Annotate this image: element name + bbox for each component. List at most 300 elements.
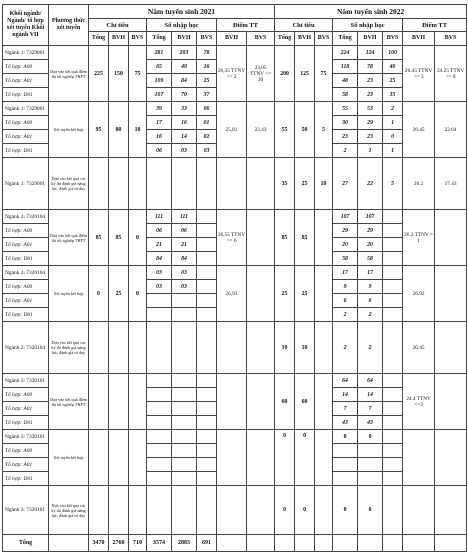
value-cell [315, 266, 333, 322]
value-cell: 58 [333, 252, 358, 266]
value-cell: 2 [358, 322, 383, 374]
value-cell: 7 [358, 402, 383, 416]
value-cell [315, 210, 333, 266]
value-cell: 200 [275, 46, 295, 102]
value-cell: 60 [295, 374, 315, 430]
value-cell [172, 430, 197, 444]
value-cell: 30 [333, 116, 358, 130]
score-cell: 17.43 [435, 158, 467, 210]
to-hop-cell: Tổ hợp: A01 [3, 238, 49, 252]
value-cell: 02 [197, 130, 217, 144]
score-cell [435, 374, 467, 430]
score-cell [247, 486, 275, 535]
value-cell: 150 [109, 46, 129, 102]
value-cell [275, 535, 295, 552]
to-hop-cell: Tổ hợp: D01 [3, 472, 49, 486]
value-cell [383, 266, 403, 280]
score-cell [247, 322, 275, 374]
value-cell [147, 158, 172, 210]
value-cell: 80 [109, 102, 129, 158]
value-cell: 27 [333, 158, 358, 210]
value-cell: 0 [295, 486, 315, 535]
value-cell [197, 374, 217, 388]
table-row [3, 102, 467, 116]
value-cell [247, 535, 275, 552]
nganh-cell: Ngành 2: 7320104 [3, 322, 49, 374]
value-cell [147, 402, 172, 416]
score-cell [217, 322, 247, 374]
value-cell: 0 [295, 430, 315, 486]
value-cell [109, 322, 129, 374]
value-cell: 107 [333, 210, 358, 224]
nganh-cell: Ngành 1: 7329001 [3, 158, 49, 210]
subheader: BVH [358, 32, 383, 46]
to-hop-cell: Tổ hợp: D01 [3, 144, 49, 158]
value-cell: 17 [147, 116, 172, 130]
value-cell: 1 [383, 144, 403, 158]
score-cell [403, 430, 435, 486]
value-cell [383, 430, 403, 444]
value-cell: 16 [197, 60, 217, 74]
value-cell [197, 280, 217, 294]
score-cell: 22,43 [247, 102, 275, 158]
header-chi-tieu-2022: Chỉ tiêu [275, 19, 333, 32]
value-cell [383, 238, 403, 252]
value-cell: 10 [315, 158, 333, 210]
to-hop-cell: Tổ hợp: D01 [3, 416, 49, 430]
value-cell: 85 [295, 210, 315, 266]
score-cell [247, 210, 275, 266]
value-cell: 43 [358, 416, 383, 430]
value-cell [295, 535, 315, 552]
value-cell [129, 486, 147, 535]
value-cell [358, 458, 383, 472]
subheader: Tổng [275, 32, 295, 46]
value-cell: 0 [89, 266, 109, 322]
value-cell: 109 [147, 74, 172, 88]
value-cell: 06 [147, 144, 172, 158]
value-cell: 16 [172, 116, 197, 130]
value-cell [172, 402, 197, 416]
header-year-2021: Năm tuyển sinh 2021 [89, 5, 275, 19]
value-cell [197, 210, 217, 224]
value-cell [383, 252, 403, 266]
value-cell: 39 [147, 102, 172, 116]
score-cell: 26.2 TTNV = 1 [403, 210, 435, 266]
value-cell [172, 486, 197, 535]
value-cell [217, 535, 247, 552]
value-cell [383, 444, 403, 458]
value-cell [129, 430, 147, 486]
value-cell [315, 374, 333, 430]
value-cell [383, 294, 403, 308]
value-cell: 0 [129, 266, 147, 322]
nganh-cell: Ngành 3: 7320101 [3, 486, 49, 535]
value-cell: 25 [109, 266, 129, 322]
value-cell: 85 [89, 210, 109, 266]
value-cell [197, 158, 217, 210]
value-cell: 03 [147, 280, 172, 294]
value-cell: 16 [147, 130, 172, 144]
value-cell: 1 [358, 144, 383, 158]
value-cell [172, 444, 197, 458]
value-cell: 7 [333, 402, 358, 416]
value-cell: 124 [358, 46, 383, 60]
value-cell [89, 486, 109, 535]
value-cell [358, 535, 383, 552]
subheader: BVH [403, 32, 435, 46]
value-cell: 95 [89, 102, 109, 158]
value-cell: 100 [383, 46, 403, 60]
subheader: BVS [247, 32, 275, 46]
value-cell [197, 224, 217, 238]
value-cell [383, 210, 403, 224]
value-cell [315, 430, 333, 486]
subheader: BVH [172, 32, 197, 46]
value-cell [358, 472, 383, 486]
score-cell [217, 374, 247, 430]
header-phuong-thuc: Phương thức xét tuyển [49, 5, 89, 46]
value-cell [89, 158, 109, 210]
value-cell: 49 [172, 60, 197, 74]
to-hop-cell: Tổ hợp: A01 [3, 74, 49, 88]
value-cell: 03 [197, 144, 217, 158]
total-value: 710 [129, 535, 147, 552]
value-cell [147, 472, 172, 486]
value-cell: 9 [358, 280, 383, 294]
value-cell: 6 [333, 294, 358, 308]
value-cell [197, 402, 217, 416]
subheader: BVS [383, 32, 403, 46]
to-hop-cell: Tổ hợp: A01 [3, 458, 49, 472]
value-cell: 65 [147, 60, 172, 74]
value-cell [383, 458, 403, 472]
value-cell [383, 308, 403, 322]
value-cell: 06 [172, 224, 197, 238]
value-cell [383, 322, 403, 374]
value-cell: 29 [358, 116, 383, 130]
value-cell [383, 224, 403, 238]
to-hop-cell: Tổ hợp: A00 [3, 444, 49, 458]
subheader: BVS [435, 32, 467, 46]
value-cell [147, 458, 172, 472]
value-cell [172, 416, 197, 430]
value-cell: 33 [172, 102, 197, 116]
value-cell: 0 [129, 210, 147, 266]
value-cell [109, 486, 129, 535]
value-cell [129, 158, 147, 210]
method-cell: Dựa vào kết quả điểm thi tốt nghiệp THPT [49, 210, 89, 266]
score-cell [217, 486, 247, 535]
to-hop-cell: Tổ hợp: A01 [3, 402, 49, 416]
to-hop-cell: Tổ hợp: A01 [3, 130, 49, 144]
value-cell [172, 458, 197, 472]
total-label: Tổng [3, 535, 49, 552]
value-cell: 84 [147, 252, 172, 266]
value-cell: 107 [358, 210, 383, 224]
value-cell [172, 158, 197, 210]
value-cell: 48 [333, 74, 358, 88]
value-cell [315, 322, 333, 374]
value-cell [172, 472, 197, 486]
table-row [3, 158, 467, 210]
value-cell [172, 388, 197, 402]
score-cell [435, 266, 467, 322]
score-cell [435, 322, 467, 374]
value-cell: 9 [333, 280, 358, 294]
value-cell: 21 [147, 238, 172, 252]
value-cell: 10 [129, 102, 147, 158]
value-cell [129, 374, 147, 430]
value-cell: 29 [358, 224, 383, 238]
value-cell: 2 [358, 308, 383, 322]
score-cell [435, 210, 467, 266]
value-cell: 03 [172, 144, 197, 158]
value-cell [197, 238, 217, 252]
table-row [3, 322, 467, 374]
value-cell [147, 486, 172, 535]
value-cell [197, 266, 217, 280]
value-cell [147, 416, 172, 430]
value-cell: 0 [358, 486, 383, 535]
value-cell [147, 322, 172, 374]
value-cell [109, 374, 129, 430]
to-hop-cell: Tổ hợp: A01 [3, 294, 49, 308]
value-cell: 20 [358, 238, 383, 252]
nganh-cell: Ngành 3: 7320101 [3, 430, 49, 444]
value-cell [147, 430, 172, 444]
value-cell [403, 535, 435, 552]
value-cell: 25 [275, 266, 295, 322]
table-row [3, 430, 467, 444]
value-cell: 107 [147, 88, 172, 102]
value-cell [197, 322, 217, 374]
method-cell: Dựa vào kết quả điểm thi tốt nghiệp THPT [49, 374, 89, 430]
value-cell: 14 [172, 130, 197, 144]
value-cell: 70 [172, 88, 197, 102]
nganh-cell: Ngành 2: 7320104 [3, 266, 49, 280]
score-cell: 26,93 [217, 266, 247, 322]
value-cell: 118 [333, 60, 358, 74]
value-cell [49, 535, 89, 552]
value-cell [147, 374, 172, 388]
value-cell: 53 [358, 102, 383, 116]
value-cell [383, 374, 403, 388]
value-cell: 37 [197, 88, 217, 102]
value-cell: 06 [147, 224, 172, 238]
value-cell: 75 [129, 46, 147, 102]
value-cell: 224 [333, 46, 358, 60]
value-cell: 111 [147, 210, 172, 224]
value-cell [333, 535, 358, 552]
value-cell [172, 322, 197, 374]
value-cell: 25 [383, 74, 403, 88]
value-cell: 22 [358, 158, 383, 210]
value-cell [197, 430, 217, 444]
value-cell: 78 [197, 46, 217, 60]
value-cell [383, 388, 403, 402]
score-cell: 26.45 TTNV <= 3 [403, 46, 435, 102]
subheader: BVS [315, 32, 333, 46]
value-cell: 55 [333, 102, 358, 116]
to-hop-cell: Tổ hợp: A00 [3, 116, 49, 130]
value-cell [147, 294, 172, 308]
score-cell [435, 430, 467, 486]
nganh-cell: Ngành 1: 7329001 [3, 102, 49, 116]
value-cell [109, 430, 129, 486]
score-cell [247, 266, 275, 322]
value-cell: 50 [295, 102, 315, 158]
value-cell [197, 294, 217, 308]
nganh-cell: Ngành 1: 7329001 [3, 46, 49, 60]
score-cell [217, 158, 247, 210]
method-cell: Dựa vào kết quả các kỳ thi đánh giá năng lực, đánh giá tư duy [49, 322, 89, 374]
total-value: 2883 [172, 535, 197, 552]
value-cell [197, 486, 217, 535]
value-cell [383, 402, 403, 416]
value-cell: 2 [333, 144, 358, 158]
value-cell: 10 [275, 322, 295, 374]
value-cell: 2 [333, 308, 358, 322]
nganh-cell: Ngành 3: 7320101 [3, 374, 49, 388]
value-cell: 64 [358, 374, 383, 388]
header-nganh: Khối ngành/ Ngành/ tổ hợp xét tuyển Khối ngành VII [3, 5, 49, 46]
value-cell [89, 430, 109, 486]
value-cell: 14 [333, 388, 358, 402]
value-cell: 111 [172, 210, 197, 224]
value-cell [89, 322, 109, 374]
to-hop-cell: Tổ hợp: D01 [3, 88, 49, 102]
value-cell: 0 [275, 430, 295, 486]
value-cell: 125 [295, 46, 315, 102]
value-cell: 85 [275, 210, 295, 266]
table-row [3, 46, 467, 60]
score-cell [403, 486, 435, 535]
value-cell: 58 [358, 252, 383, 266]
score-cell: 24.25 TTNV <= 8 [435, 46, 467, 102]
value-cell: 0 [333, 430, 358, 444]
value-cell: 43 [333, 416, 358, 430]
method-cell: Dựa vào kết quả các kỳ thi đánh giá năng lực, đánh giá tư duy [49, 486, 89, 535]
to-hop-cell: Tổ hợp: D01 [3, 308, 49, 322]
score-cell: 24.4 TTNV <=3 [403, 374, 435, 430]
method-cell: Dựa vào kết quả các kỳ thi đánh giá năng lực, đánh giá tư duy [49, 158, 89, 210]
value-cell [147, 388, 172, 402]
score-cell: 20.2 [403, 158, 435, 210]
value-cell: 2 [383, 102, 403, 116]
value-cell: 40 [383, 60, 403, 74]
method-cell: Xét tuyển kết hợp [49, 430, 89, 486]
total-row [3, 535, 467, 552]
value-cell: 25 [197, 74, 217, 88]
value-cell: 75 [315, 46, 333, 102]
value-cell: 03 [172, 266, 197, 280]
value-cell: 84 [172, 252, 197, 266]
score-cell [247, 158, 275, 210]
value-cell: 23 [358, 88, 383, 102]
table-row [3, 486, 467, 535]
subheader: Tổng [89, 32, 109, 46]
value-cell: 25 [295, 266, 315, 322]
value-cell [383, 486, 403, 535]
score-cell: 26.45 [403, 102, 435, 158]
score-cell: 26,35 TTNV <= 2 [217, 46, 247, 102]
value-cell [172, 308, 197, 322]
value-cell: 10 [295, 322, 315, 374]
value-cell: 64 [333, 374, 358, 388]
table-row [3, 266, 467, 280]
score-cell: 20.45 [403, 322, 435, 374]
score-cell [247, 374, 275, 430]
value-cell [333, 458, 358, 472]
header-diem-tt-2022: Điểm TT [403, 19, 467, 32]
value-cell [383, 472, 403, 486]
header-diem-tt-2021: Điểm TT [217, 19, 275, 32]
value-cell [315, 535, 333, 552]
value-cell [109, 158, 129, 210]
value-cell [333, 472, 358, 486]
value-cell: 5 [315, 102, 333, 158]
nganh-cell: Ngành 2: 7320104 [3, 210, 49, 224]
score-cell: 22.64 [435, 102, 467, 158]
admission-table [2, 4, 467, 552]
value-cell [383, 280, 403, 294]
subheader: BVS [197, 32, 217, 46]
table-row [3, 374, 467, 388]
to-hop-cell: Tổ hợp: A00 [3, 280, 49, 294]
value-cell: 60 [275, 374, 295, 430]
score-cell [435, 486, 467, 535]
value-cell: 84 [172, 74, 197, 88]
value-cell [197, 472, 217, 486]
value-cell: 85 [109, 210, 129, 266]
value-cell [89, 374, 109, 430]
value-cell: 23 [333, 130, 358, 144]
score-cell: 26,55 TTNV <= 6 [217, 210, 247, 266]
value-cell: 03 [147, 266, 172, 280]
to-hop-cell: Tổ hợp: A00 [3, 388, 49, 402]
value-cell: 0 [275, 486, 295, 535]
to-hop-cell: Tổ hợp: D01 [3, 252, 49, 266]
value-cell: 29 [333, 224, 358, 238]
score-cell: 23,05 TTNV <= 20 [247, 46, 275, 102]
value-cell [197, 252, 217, 266]
score-cell [247, 430, 275, 486]
value-cell [435, 535, 467, 552]
value-cell [383, 416, 403, 430]
to-hop-cell: Tổ hợp: A00 [3, 60, 49, 74]
value-cell [197, 416, 217, 430]
total-value: 3470 [89, 535, 109, 552]
value-cell: 5 [383, 158, 403, 210]
value-cell [172, 294, 197, 308]
value-cell: 35 [275, 158, 295, 210]
method-cell: Dựa vào kết quả điểm thi tốt nghiệp THPT [49, 46, 89, 102]
value-cell: 0 [358, 430, 383, 444]
total-value: 3574 [147, 535, 172, 552]
score-cell [217, 430, 247, 486]
value-cell: 35 [383, 88, 403, 102]
value-cell [197, 308, 217, 322]
subheader: BVS [129, 32, 147, 46]
method-cell: Xét tuyển kết hợp [49, 266, 89, 322]
value-cell: 03 [172, 280, 197, 294]
subheader: BVH [295, 32, 315, 46]
value-cell: 23 [358, 130, 383, 144]
value-cell [147, 308, 172, 322]
to-hop-cell: Tổ hợp: A00 [3, 224, 49, 238]
subheader: Tổng [333, 32, 358, 46]
